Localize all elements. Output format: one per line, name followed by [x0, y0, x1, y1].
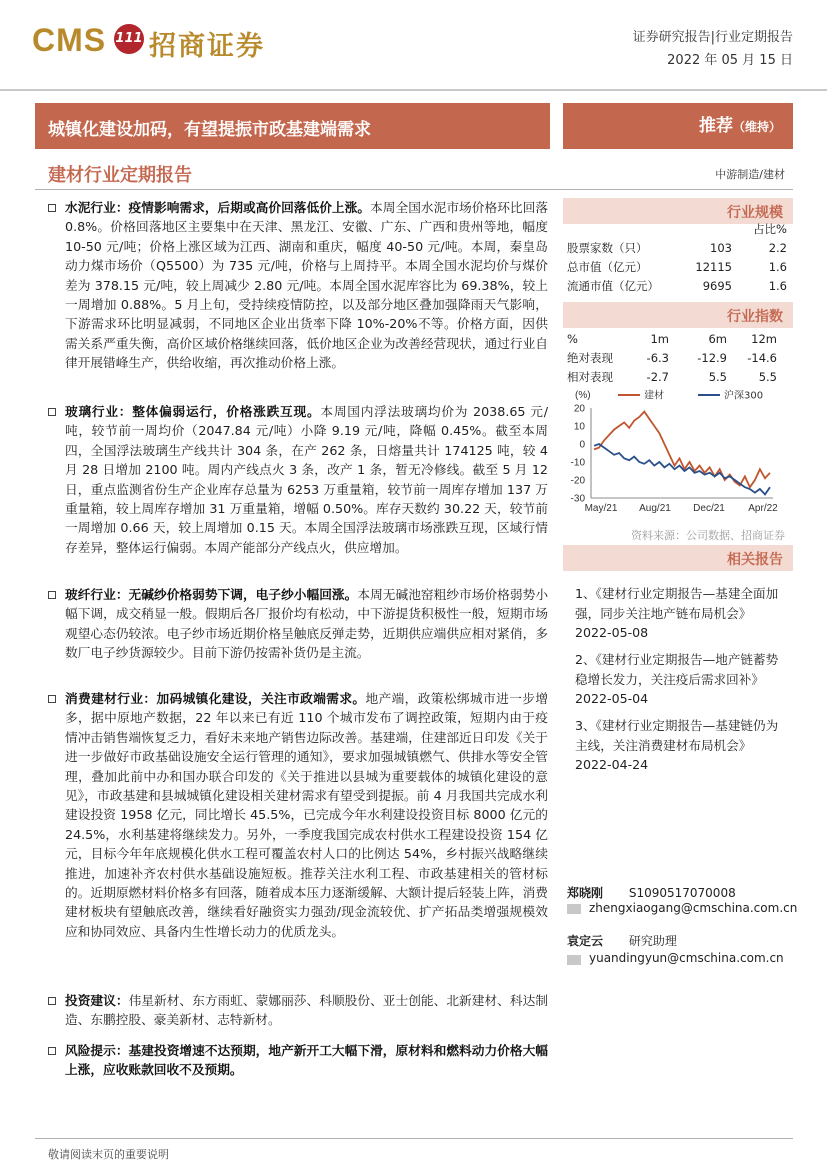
bullet-investment: [48, 991, 548, 1030]
index-value: -12.9: [697, 351, 727, 365]
bullet-square-icon: [48, 204, 56, 212]
bullet-cement: [48, 198, 548, 373]
y-tick-label: 10: [573, 421, 585, 433]
bullet-heading: 消费建材行业：加码城镇化建设，关注市政端需求。: [65, 691, 366, 706]
analyst-email[interactable]: yuandingyun@cmschina.com.cn: [589, 951, 784, 965]
index-value: -2.7: [646, 370, 669, 384]
chart-source: 资料来源：公司数据、招商证券: [631, 529, 785, 542]
scale-label: 股票家数（只）: [567, 241, 648, 255]
scale-pct: 1.6: [768, 279, 787, 293]
footer-divider: [35, 1138, 793, 1139]
bullet-square-icon: [48, 591, 56, 599]
x-tick-label: Dec/21: [693, 503, 725, 514]
report-date: 2022 年 05 月 15 日: [667, 53, 793, 68]
index-header: [563, 302, 793, 328]
analyst-email[interactable]: zhengxiaogang@cmschina.com.cn: [589, 901, 798, 915]
bullet-square-icon: [48, 695, 56, 703]
bullet-risk: [48, 1041, 548, 1080]
index-value: -14.6: [747, 351, 777, 365]
report-type: 证券研究报告|行业定期报告: [632, 30, 793, 45]
related-report-2[interactable]: 2、《建材行业定期报告—地产链蓄势稳增长发力，关注疫后需求回补》2022-05-04: [575, 652, 779, 706]
series-line-building-materials: [594, 412, 770, 488]
bullet-heading: 玻纤行业：无碱纱价格弱势下调，电子纱小幅回涨。: [65, 587, 358, 602]
index-value: 5.5: [758, 370, 777, 384]
report-title: 城镇化建设加码，有望提振市政基建端需求: [48, 120, 371, 140]
scale-pct: 2.2: [768, 241, 787, 255]
scale-label: 流通市值（亿元）: [567, 279, 659, 293]
series-line-csi300: [594, 444, 770, 494]
bullet-body: 地产端，政策松绑城市进一步增多，据中原地产数据，22 年以来已有近 110 个城市发布了调控政策，短期内由于疫情冲击销售端恢复乏力，看好未来地产销售边际改善。基建端，住建部近日印发《关于进一步做好市政基础设施安全运行管理的通知》，要求加强城镇燃气、供排水等安全管理，叠加此前中办和国办联合印发的《关于推进以县城为重要载体的城镇化建设的意见》，市政基建和县城城镇化建设相关建材需求有望受到提振。前 4 月我国共完成水利建设投资 1958 亿元，同比增长 45.5%，已完成今年水利建设投资目标 8000 亿元的 24.5%，水利基建将继续发力。另外，一季度我国完成农村供水工程建设投资 154 亿元，目标今年年底规模化供水工程可覆盖农村人口的比例达 54%，乡村振兴战略继续推进，加速补齐农村供水基础设施短板。推荐关注水利工程、市政基建相关的管材标的。近期原燃材料价格多有回落，随着成本压力逐渐缓解、大额计提后轻装上阵，消费建材板块有望触底改善，继续看好融资实力强劲/现金流较优、扩产拓品类增强规模效应和协同效应、具备内生性增长动力的优质龙头。: [65, 691, 549, 939]
y-tick-label: 20: [573, 403, 585, 415]
scale-title: 行业规模: [727, 205, 783, 221]
header-divider: [0, 89, 827, 91]
index-table: [567, 330, 789, 387]
sector-label: 中游制造/建材: [715, 168, 785, 181]
index-col: 12m: [751, 332, 777, 346]
footer-note: 敬请阅读末页的重要说明: [48, 1148, 169, 1161]
x-tick-label: Aug/21: [639, 503, 671, 514]
bullet-body: 本周无碱池窑粗纱市场价格弱势小幅下调，成交稍显一般。假期后各厂报价均有松动，中下游提货积极性一般，短期市场观望心态仍较浓。电子纱市场近期价格呈触底反弹走势，近期供应端供应相对紧俏，多数厂电子纱货源较少。目前下游仍按需补货仍是主流。: [65, 587, 549, 661]
scale-pct: 1.6: [768, 260, 787, 274]
index-col: 1m: [650, 332, 669, 346]
legend-label: 建材: [644, 390, 664, 402]
index-row: [567, 349, 789, 368]
scale-value: 103: [710, 241, 732, 255]
rating: [563, 103, 781, 149]
scale-row: [567, 277, 789, 296]
logo-badge-icon: 111: [114, 24, 144, 54]
analyst-name: 郑晓刚: [567, 886, 604, 900]
y-tick-label: -10: [570, 457, 585, 469]
scale-value: 9695: [702, 279, 732, 293]
analyst-2: [567, 932, 677, 949]
index-row: [567, 368, 789, 387]
mail-icon: [567, 955, 581, 965]
bullet-square-icon: [48, 408, 56, 416]
index-value: 5.5: [708, 370, 727, 384]
legend-label: 沪深300: [724, 390, 764, 402]
bullet-heading: 玻璃行业：整体偏弱运行，价格涨跌互现。: [65, 404, 321, 419]
y-tick-label: -20: [570, 475, 585, 487]
y-tick-label: 0: [579, 439, 585, 451]
related-title: 相关报告: [727, 552, 783, 568]
logo-chinese-name: 招商证券: [149, 31, 265, 62]
analyst-name: 袁定云: [567, 934, 604, 948]
rating-main: 推荐: [698, 116, 733, 136]
bullet-square-icon: [48, 997, 56, 1005]
scale-table: [567, 220, 789, 296]
bullet-square-icon: [48, 1047, 56, 1055]
bullet-body: 本周国内浮法玻璃均价为 2038.65 元/吨，较节前一周均价（2047.84 元/吨）小降 9.19 元/吨，降幅 0.45%。截至本周四，全国浮法玻璃生产线共计 304 条，在产 262 条，日熔量共计 174125 吨，较 4 月 28 日增加 2100 吨。周内产线点火 3 条，改产 1 条，暂无冷修线。截至 5 月 12 日，重点监测省份生产企业库存总量为 6253 万重量箱，较节前一周库存增加 137 万重量箱，较上周库存增加 31 万重量箱，增幅 0.50%。库存天数约 30.22 天，较节前一周增加 0.66 天，较上周增加 0.15 天。本周全国浮法玻璃市场涨跌互现，区域行情存差异，整体运行偏弱。本周产能部分产线点火，供应增加。: [65, 404, 548, 555]
x-tick-label: May/21: [584, 503, 618, 514]
rating-sub: （维持）: [732, 120, 781, 134]
y-axis-label: (%): [575, 390, 591, 401]
bullet-heading: 投资建议：: [65, 993, 129, 1008]
scale-unit: 占比%: [753, 222, 787, 236]
index-header-row: [567, 330, 789, 349]
index-chart: [563, 388, 793, 523]
scale-value: 12115: [695, 260, 732, 274]
mail-icon: [567, 904, 581, 914]
index-value: -6.3: [646, 351, 669, 365]
bullet-body: 本周全国水泥市场价格环比回落 0.8%。价格回落地区主要集中在天津、黑龙江、安徽、广东、广西和贵州等地，幅度 10-50 元/吨；价格上涨区域为江西、湖南和重庆，幅度 40-50 元/吨。本周，秦皇岛动力煤市场价（Q5500）为 735 元/吨，价格与上周持平。本周全国水泥均价与煤价差为 378.15 元/吨，较上周减少 2.80 元/吨。本周全国水泥库容比为 69.38%，较上一周增加 0.88%。5 月上旬，受持续疫情防控，以及部分地区叠加强降雨天气影响，下游需求环比明显减弱，不同地区企业出货率下降 10%-20%不等。价格方面，因供需关系严重失衡，高价区域价格继续回落，低价地区企业为改善经营现状，通过行业自律开展错峰生产，供给收缩，再次推动价格上涨。: [65, 200, 549, 371]
scale-row: [567, 239, 789, 258]
scale-label: 总市值（亿元）: [567, 260, 648, 274]
index-title: 行业指数: [727, 309, 783, 325]
index-label: 相对表现: [567, 370, 613, 384]
analyst-id: S1090517070008: [628, 886, 736, 900]
related-report-3[interactable]: 3、《建材行业定期报告—基建链仍为主线，关注消费建材布局机会》2022-04-24: [575, 718, 779, 772]
section-divider: [35, 189, 793, 190]
related-report-1[interactable]: 1、《建材行业定期报告—基建全面加强，同步关注地产链布局机会》2022-05-08: [575, 586, 779, 640]
bullet-fiberglass: [48, 585, 548, 663]
index-col: 6m: [708, 332, 727, 346]
bullet-consumer-materials: [48, 689, 548, 941]
y-tick-label: -30: [570, 493, 585, 505]
x-tick-label: Apr/22: [748, 503, 778, 514]
report-subtitle: 建材行业定期报告: [48, 165, 192, 186]
scale-row: [567, 258, 789, 277]
bullet-heading: 风险提示：基建投资增速不达预期，地产新开工大幅下滑，原材料和燃料动力价格大幅上涨，应收账款回收不及预期。: [65, 1043, 548, 1078]
logo-text: CMS: [32, 22, 107, 58]
bullet-body: 伟星新材、东方雨虹、蒙娜丽莎、科顺股份、亚士创能、北新建材、科达制造、东鹏控股、豪美新材、志特新材。: [65, 993, 549, 1028]
analyst-id: 研究助理: [628, 934, 677, 948]
bullet-glass: [48, 402, 548, 557]
bullet-heading: 水泥行业：疫情影响需求，后期或高价回落低价上涨。: [65, 200, 371, 215]
index-col: %: [567, 332, 578, 346]
analyst-1: [567, 884, 736, 901]
index-label: 绝对表现: [567, 351, 613, 365]
related-header: [563, 545, 793, 571]
